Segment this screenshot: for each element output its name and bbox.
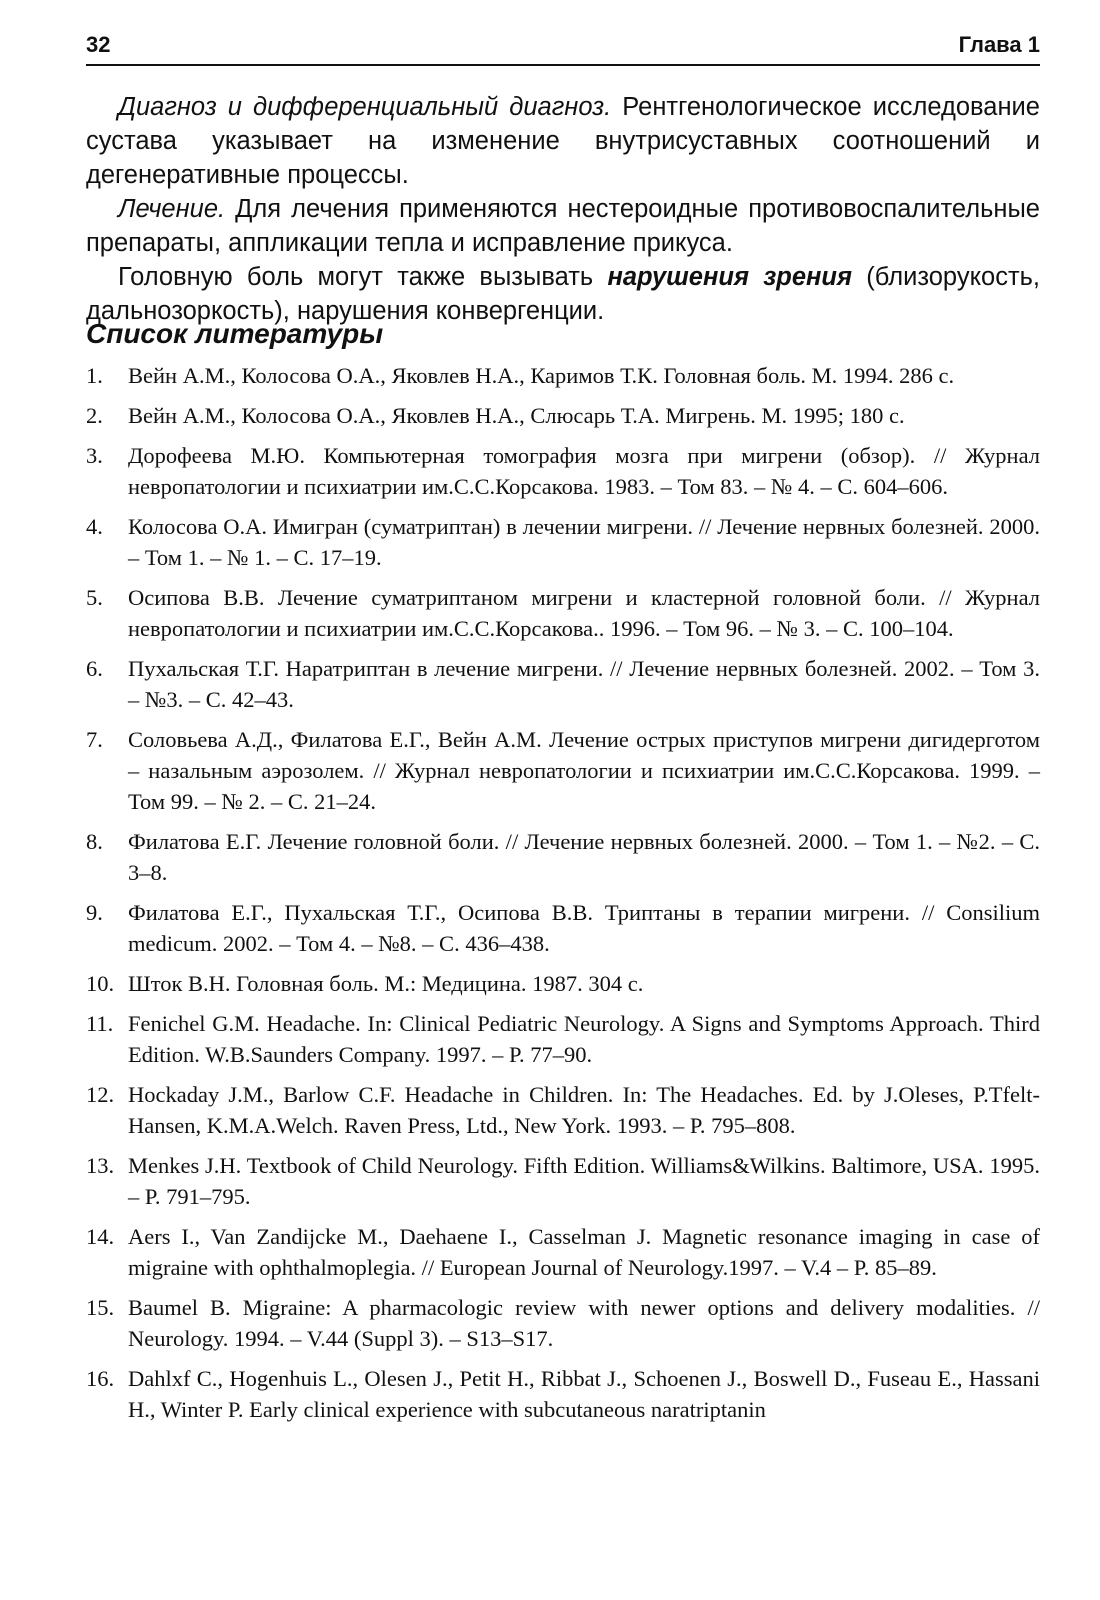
reference-text: Вейн А.М., Колосова О.А., Яковлев Н.А., Слюсарь Т.А. Мигрень. М. 1995; 180 с. [128, 403, 905, 428]
page-number: 32 [86, 32, 111, 57]
reference-number: 12. [86, 1082, 115, 1107]
reference-number: 11. [86, 1011, 114, 1036]
chapter-title: Глава 1 [958, 32, 1040, 57]
reference-text: Филатова Е.Г. Лечение головной боли. // Лечение нервных болезней. 2000. – Том 1. – №2. – С. 3–8. [128, 829, 1040, 885]
reference-item [86, 826, 1040, 888]
reference-item [86, 360, 1040, 391]
reference-text: Aers I., Van Zandijcke M., Daehaene I., Casselman J. Magnetic resonance imaging in case of migraine with ophthalmoplegia. // European Journal of Neurology.1997. – V.4 – P. 85–89. [128, 1224, 1040, 1280]
reference-number: 2. [86, 403, 103, 428]
reference-number: 4. [86, 514, 103, 539]
reference-item [86, 724, 1040, 817]
references-heading: Список литературы [86, 318, 384, 349]
reference-item [86, 1079, 1040, 1141]
reference-item [86, 511, 1040, 573]
reference-item [86, 400, 1040, 431]
reference-number: 9. [86, 900, 103, 925]
reference-text: Филатова Е.Г., Пухальская Т.Г., Осипова В.В. Триптаны в терапии мигрени. // Consilium medicum. 2002. – Том 4. – №8. – С. 436–438. [128, 900, 1040, 956]
vision-before: Головную боль могут также вызывать [118, 263, 608, 291]
reference-text: Шток В.Н. Головная боль. М.: Медицина. 1987. 304 с. [128, 971, 644, 996]
paragraph-treatment [86, 192, 1040, 260]
reference-number: 5. [86, 585, 103, 610]
diagnosis-lead: Диагноз и дифференциальный диагноз. [118, 93, 612, 121]
paragraph-diagnosis [86, 90, 1040, 192]
reference-text: Пухальская Т.Г. Наратриптан в лечение мигрени. // Лечение нервных болезней. 2002. – Том 3. – №3. – С. 42–43. [128, 656, 1040, 712]
reference-number: 7. [86, 727, 103, 752]
reference-number: 8. [86, 829, 103, 854]
running-header [86, 30, 1040, 66]
reference-item [86, 1221, 1040, 1283]
vision-emphasis: нарушения зрения [607, 263, 852, 291]
reference-number: 3. [86, 443, 103, 468]
reference-number: 13. [86, 1153, 115, 1178]
diagnosis-text: Рентгенологическое исследование сустава указывает на изменение внутрисуставных соотношений и дегенеративные процессы. [86, 93, 1040, 189]
vision-after: (близорукость, дальнозоркость), нарушения конвергенции. [86, 263, 1040, 325]
reference-item [86, 653, 1040, 715]
treatment-lead: Лечение. [118, 195, 226, 223]
reference-item [86, 1008, 1040, 1070]
reference-item [86, 1150, 1040, 1212]
reference-text: Вейн А.М., Колосова О.А., Яковлев Н.А., Каримов Т.К. Головная боль. М. 1994. 286 с. [128, 363, 955, 388]
treatment-text: Для лечения применяются нестероидные противовоспалительные препараты, аппликации тепла и исправление прикуса. [86, 195, 1040, 257]
reference-number: 1. [86, 363, 103, 388]
reference-text: Dahlxf C., Hogenhuis L., Olesen J., Petit H., Ribbat J., Schoenen J., Boswell D., Fuseau E., Hassani H., Winter P. Early clinical experience with subcutaneous naratriptanin [128, 1366, 1040, 1422]
reference-text: Fenichel G.M. Headache. In: Clinical Pediatric Neurology. A Signs and Symptoms Approach. Third Edition. W.B.Saunders Company. 1997. – P. 77–90. [128, 1011, 1040, 1067]
reference-text: Колосова О.А. Имигран (суматриптан) в лечении мигрени. // Лечение нервных болезней. 2000. – Том 1. – № 1. – С. 17–19. [128, 514, 1040, 570]
body-text [86, 90, 1040, 328]
reference-list [86, 360, 1040, 1434]
reference-text: Menkes J.H. Textbook of Child Neurology. Fifth Edition. Williams&Wilkins. Baltimore, USA. 1995. – P. 791–795. [128, 1153, 1040, 1209]
reference-text: Соловьева А.Д., Филатова Е.Г., Вейн А.М. Лечение острых приступов мигрени дигидерготом – назальным аэрозолем. // Журнал невропатологии и психиатрии им.С.С.Корсакова. 1999. – Том 99. – № 2. – С. 21–24. [128, 727, 1040, 814]
reference-number: 10. [86, 971, 115, 996]
reference-text: Осипова В.В. Лечение суматриптаном мигрени и кластерной головной боли. // Журнал невропатологии и психиатрии им.С.С.Корсакова.. 1996. – Том 96. – № 3. – С. 100–104. [128, 585, 1040, 641]
reference-item [86, 1292, 1040, 1354]
reference-text: Baumel B. Migraine: A pharmacologic review with newer options and delivery modalities. // Neurology. 1994. – V.44 (Suppl 3). – S13–S17. [128, 1295, 1040, 1351]
reference-item [86, 968, 1040, 999]
reference-item [86, 897, 1040, 959]
reference-number: 14. [86, 1224, 115, 1249]
reference-item [86, 582, 1040, 644]
reference-number: 16. [86, 1366, 115, 1391]
reference-number: 6. [86, 656, 103, 681]
reference-item [86, 1363, 1040, 1425]
reference-number: 15. [86, 1295, 115, 1320]
reference-text: Дорофеева М.Ю. Компьютерная томография мозга при мигрени (обзор). // Журнал невропатологии и психиатрии им.С.С.Корсакова. 1983. – Том 83. – № 4. – С. 604–606. [128, 443, 1040, 499]
reference-item [86, 440, 1040, 502]
reference-text: Hockaday J.M., Barlow C.F. Headache in Children. In: The Headaches. Ed. by J.Oleses, P.Tfelt-Hansen, K.M.A.Welch. Raven Press, Ltd., New York. 1993. – P. 795–808. [128, 1082, 1040, 1138]
